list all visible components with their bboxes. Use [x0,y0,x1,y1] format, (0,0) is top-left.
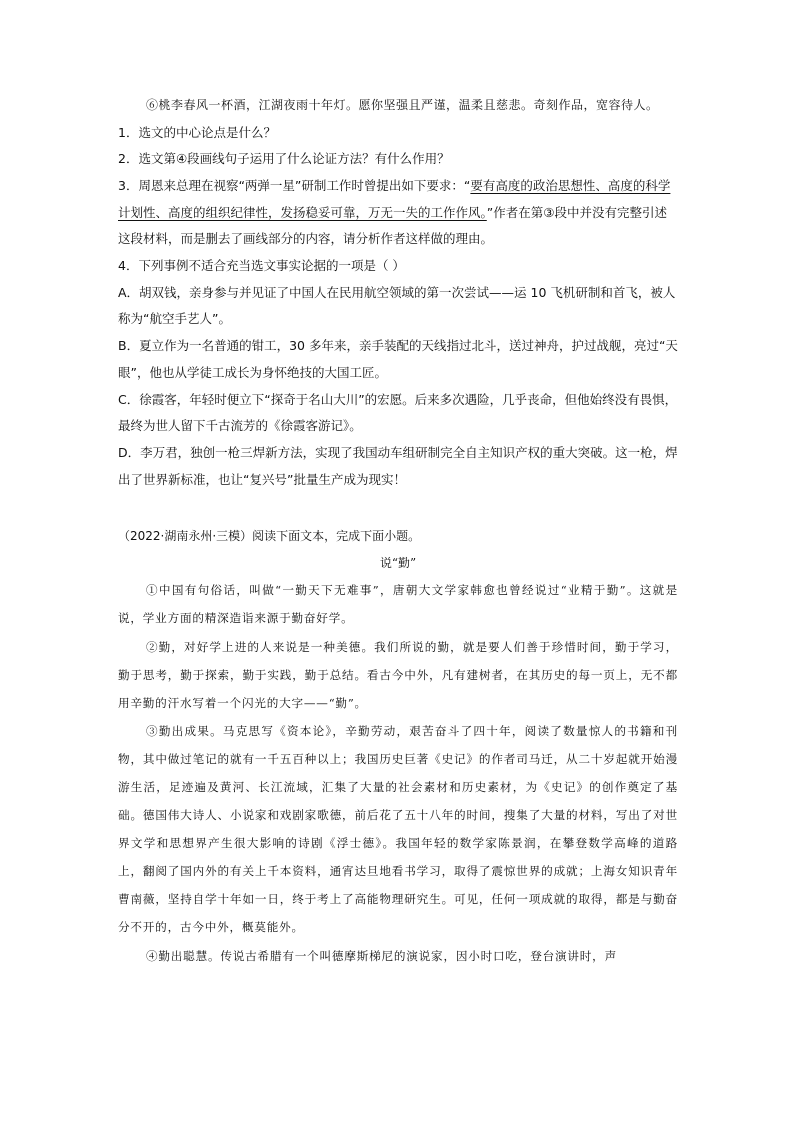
passage-title: 说“勤” [379,556,417,571]
section-gap [118,493,678,523]
passage-body [118,576,678,969]
question-4: 4．下列事例不适合充当选文事实论据的一项是（ ） [118,258,405,274]
passage-paragraph-3: ③勤出成果。马克思写《资本论》，辛勤劳动，艰苦奋斗了四十年，阅读了数量惊人的书籍和刊物，其中做过笔记的就有一千五百种以上；我国历史巨著《史记》的作者司马迁，从二十岁起就开始漫游生活，足迹遍及黄河、长江流域，汇集了大量的社会素材和历史素材，为《史记》的创作奠定了基础。德国伟大诗人、小说家和戏剧家歌德，前后花了五十八年的时间，搜集了大量的材料，写出了对世界文学和思想界产生很大影响的诗剧《浮士德》。我国年轻的数学家陈景润，在攀登数学高峰的道路上，翻阅了国内外的有关上千本资料，通宵达旦地看书学习，取得了震惊世界的成就；上海女知识青年曹南薇，坚持自学十年如一日，终于考上了高能物理研究生。可见，任何一项成就的取得，都是与勤奋分不开的，古今中外，概莫能外。 [118,723,678,935]
passage-paragraph-1: ①中国有句俗话，叫做“一勤天下无难事”，唐朝大文学家韩愈也曾经说过“业精于勤”。这就是说，学业方面的精深造诣来源于勤奋好学。 [118,583,678,626]
question-3-tail: ”作者在第③段中并没有完整引述这段材料，而是删去了画线部分的内容，请分析作者这样做的理由。 [118,204,667,247]
paragraph-6: ⑥桃李春风一杯酒，江湖夜雨十年灯。愿你坚强且严谨，温柔且慈悲。奇刻作品，宽容待人。 [146,98,659,112]
passage-paragraph-2: ②勤，对好学上进的人来说是一种美德。我们所说的勤，就是要人们善于珍惜时间，勤于学习，勤于思考，勤于探索，勤于实践，勤于总结。看古今中外，凡有建树者，在其历史的每一页上，无不都用辛勤的汗水写着一个闪光的大字——“勤”。 [118,639,678,710]
question-2: 2．选文第④段画线句子运用了什么论证方法？有什么作用？ [118,151,450,167]
question-3-underlined-quote: 要有高度的政治思想性、高度的科学计划性、高度的组织纪律性，发扬稳妥可靠，万无一失的工作作风。 [118,177,671,220]
passage-source: （2022·湖南永州·三模）阅读下面文本，完成下面小题。 [118,529,421,544]
question-3-lead: 3．周恩来总理在视察“两弹一星”研制工作时曾提出如下要求：“ [118,177,471,193]
question-1: 1．选文的中心论点是什么？ [118,124,276,140]
option-b: B．夏立作为一名普通的钳工，30 多年来，亲手装配的天线指过北斗，送过神舟，护过战舰，亮过“天眼”，他也从学徒工成长为身怀绝技的大国工匠。 [118,338,678,380]
option-c: C．徐霞客，年轻时便立下“探奇于名山大川”的宏愿。后来多次遇险，几乎丧命，但他始终没有畏惧，最终为世人留下千古流芳的《徐霞客游记》。 [118,391,678,434]
page-content [118,92,678,970]
question-3 [118,173,678,253]
option-a: A．胡双钱，亲身参与并见证了中国人在民用航空领域的第一次尝试——运 10 飞机研制和首飞，被人称为“航空手艺人”。 [118,284,676,327]
option-d: D．李万君，独创一枪三焊新方法，实现了我国动车组研制完全自主知识产权的重大突破。这一枪，焊出了世界新标准，也让“复兴号”批量生产成为现实！ [118,444,678,487]
passage-paragraph-4: ④勤出聪慧。传说古希腊有一个叫德摩斯梯尼的演说家，因小时口吃，登台演讲时，声 [146,948,617,963]
